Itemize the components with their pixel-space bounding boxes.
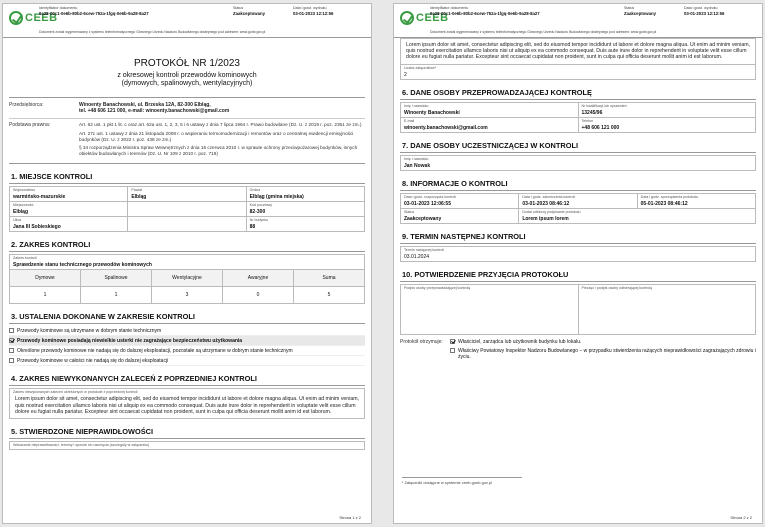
legal-basis: § 34 rozporządzenia Ministra Spraw Wewnętrznych z dnia 16 czerwca 2010 r. w sprawie ochrony przeciwpożarowej budynków, innych obiektów budowlanych i terenów (Dz. U. Nr 109 z 2010 r. poz. 719): [79, 145, 358, 156]
ceeb-logo: CEEB: [400, 11, 449, 25]
municipality: Elbląg (gmina miejska): [249, 194, 304, 201]
section-title: 8. INFORMACJE O KONTROLI: [400, 177, 756, 191]
section-next-inspection: 9. TERMIN NASTĘPNEJ KONTROLI Termin następnej kontroli 03.01.2024: [400, 230, 756, 262]
leaf-icon: [400, 11, 414, 25]
checkbox-icon: [9, 358, 14, 363]
page-number: Strona 1 z 2: [339, 515, 361, 520]
inspector-phone: +48 606 121 000: [581, 124, 620, 131]
section-title: 1. MIEJSCE KONTROLI: [9, 170, 365, 184]
finding-checkbox[interactable]: Przewody kominowe posiadają niewielkie usterki nie zagrażające bezpieczeństwu użytkowania: [9, 336, 365, 346]
finding-checkbox[interactable]: Określone przewody kominowe nie nadają się do dalszej eksploatacji, pozostałe są utrzymane w dobrym stanie technicznym: [9, 346, 365, 356]
voivodeship: warmińsko-mazurskie: [13, 194, 66, 201]
checkbox-icon: [9, 328, 14, 333]
section-place: 1. MIEJSCE KONTROLI Województwo warmińsko-mazurskie Powiat Elbląg Gmina Elbląg (gmina miejska) Miejscowość Elbląg Kod pocztowy 82-300 Ulica Jana III Sobieskiego Nr budynku 88: [9, 170, 365, 232]
section-confirmation: [400, 268, 756, 363]
doc-id-label: Identyfikator dokumentu: [39, 6, 78, 10]
legal-label: Podstawa prawna:: [9, 122, 51, 129]
finding-checkbox[interactable]: Przewody kominowe są utrzymane w dobrym stanie technicznym: [9, 326, 365, 336]
document-title: [3, 58, 371, 87]
section-participant: 7. DANE OSOBY UCZESTNICZĄCEJ W KONTROLI Imię i nazwisko Jan Nowak: [400, 139, 756, 171]
scope-value: Sprawdzenie stanu technicznego przewodów kominowych: [13, 262, 152, 269]
section-scope: 2. ZAKRES KONTROLI Zakres kontroli Sprawdzenie stanu technicznego przewodów kominowych Dymowe Spalinowe Wentylacyjne Awaryjne Suma 1 1 3 0 5: [9, 238, 365, 304]
inspector-signature-box[interactable]: Podpis osoby przeprowadzającej kontrolę: [401, 285, 579, 335]
checkbox-checked-icon: [9, 338, 14, 343]
next-inspection-date: 03.01.2024: [404, 253, 430, 260]
inspector-license: 13245/96: [581, 109, 603, 116]
print-date: 03-01-2023 12:12:56: [293, 11, 334, 17]
section-inspection-info: 8. INFORMACJE O KONTROLI Data i godz. rozpoczęcia kontroli 03-01-2023 12:06:55 Data i godz. zakończenia kontroli 03-01-2023 08:46:12 Data i godz. sporządzenia protokołu 05-01-2023 08:46:12 Status Zaakceptowany Dodał odbiorcy podpisanie protokołu Lorem ipsum lorem: [400, 177, 756, 224]
section-title: 9. TERMIN NASTĘPNEJ KONTROLI: [400, 230, 756, 244]
attachments-count: 2: [404, 71, 407, 78]
checkbox-icon: [450, 348, 455, 353]
header-note: Dokument zostal wygenerowany z systemu teleinformatycznego Glownego Urzedu Nadzoru Budowlanego dostepnego pod adresem: www.gunb.gov.pl: [39, 30, 266, 34]
section-title: 3. USTALENIA DOKONANE W ZAKRESIE KONTROLI: [9, 310, 365, 324]
end-datetime: 03-01-2023 08:46:12: [522, 200, 570, 207]
doc-id: 9a28-00c1-0e6b-80b2-6cew-752a-1fgq-0e6b-9a28-8a27: [39, 11, 149, 17]
recipient-inspector-checkbox[interactable]: Właściwy Powiatowy Inspektor Nadzoru Budowlanego – w przypadku stwierdzenia rażących nieprawidłowości zagrażających zdrowiu i życiu.: [450, 348, 756, 360]
client-value: Winoenty Banachowski, ul. Brzeska 12A, 82-300 Elbląg,: [79, 102, 211, 108]
section-irregularities-cont: Lorem ipsum dolor sit amet, consectetur adipiscing elit, sed do eiusmod tempor incididunt ut labore et dolore magna aliqua. Ut enim ad minim veniam, quis nostrud exercitation ullamco laboris nisi ut aliquip ex ea commodo consequat. Duis aute irure dolor in reprehenderit in voluptate velit esse cillum dolore eu fugiat nulla pariatur. Excepteur sint occaecat cupidatat non proident, sunt in culpa qui officia deserunt mollit anim id est laborum. Liczba załączników¹ 2: [400, 38, 756, 80]
recommendations-text: Lorem ipsum dolor sit amet, consectetur adipiscing elit, sed do eiusmod tempor incididunt ut labore et dolore magna aliqua. Ut enim ad minim veniam, quis nostrud exercitation ullamco laboris nisi ut aliquip ex ea commodo consequat. Duis aute irure dolor in reprehenderit in voluptate velit esse cillum dolore eu fugiat nulla pariatur. Excepteur sint occaecat cupidatat non proident, sunt in culpa qui officia deserunt mollit anim id est laborum.: [15, 396, 359, 415]
inspection-status: Zaakceptowany: [404, 215, 442, 222]
section-title: 7. DANE OSOBY UCZESTNICZĄCEJ W KONTROLI: [400, 139, 756, 153]
legal-basis: Art. 62 ust. 1 pkt 1 lit. c oraz art. 62a ust. 1, 2, 3, 5 i 6 ustawy z dnia 7 lipca 1994 r. Prawo budowlane (Dz. U. z 2019 r. poz. 2351 ze zm.): [79, 122, 362, 128]
signed-by: Lorem ipsum lorem: [522, 215, 569, 222]
footnote: ¹ Załączniki dostępne w systemie ceeb.gunb.gov.pl: [402, 477, 522, 485]
postal-code: 82-300: [249, 209, 266, 216]
client-contact: tel. +48 606 121 000, e-mail: winoenty.banachowski@gmail.com: [79, 108, 230, 115]
page-header: [3, 4, 371, 38]
recipient-owner-checkbox[interactable]: Właściciel, zarządca lub użytkownik budynku lub lokalu.: [450, 339, 756, 345]
section-title: 5. STWIERDZONE NIEPRAWIDŁOWOŚCI: [9, 425, 365, 439]
inspector-email: winoenty.banachowski@gmail.com: [404, 124, 488, 131]
print-date-label: Data i godz. wydruku: [293, 6, 327, 10]
section-findings: [9, 310, 365, 366]
participant-name: Jan Nowak: [404, 162, 431, 169]
finding-checkbox[interactable]: Przewody kominowe w całości nie nadają się do dalszej eksploatacji: [9, 356, 365, 366]
section-recommendations: 4. ZAKRES NIEWYKONANYCH ZALECEŃ Z POPRZEDNIEJ KONTROLI Zakres niewykonanych zaleceń określonych w protokole z poprzedniej kontroli Lorem ipsum dolor sit amet, consectetur adipiscing elit, sed do eiusmod tempor incididunt ut labore et dolore magna aliqua. Ut enim ad minim veniam, quis nostrud exercitation ullamco laboris nisi ut aliquip ex ea commodo consequat. Duis aute irure dolor in reprehenderit in voluptate velit esse cillum dolore eu fugiat nulla pariatur. Excepteur sint occaecat cupidatat non proident, sunt in culpa qui officia deserunt mollit anim id est laborum.: [9, 372, 365, 419]
document-page-2: [393, 3, 763, 524]
checkbox-icon: [9, 348, 14, 353]
section-title: 6. DANE OSOBY PRZEPROWADZAJĄCEJ KONTROLĘ: [400, 86, 756, 100]
section-irregularities: 5. STWIERDZONE NIEPRAWIDŁOWOŚCI Wskazanie nieprawidłowości, terminy i sposób ich usunięcia (szczegóły w załączniku): [9, 425, 365, 450]
title-sub: z okresowej kontroli przewodów kominowych: [117, 72, 257, 79]
report-datetime: 05-01-2023 08:46:12: [640, 200, 688, 207]
client-info: [9, 97, 365, 164]
city: Elbląg: [13, 209, 29, 216]
status-value: Zaakceptowany: [233, 11, 266, 17]
recipient-signature-box[interactable]: Pieczęć i podpis osoby odbierającej kontrolę: [579, 285, 757, 335]
ceeb-logo: CEEB: [9, 11, 58, 25]
section-title: 2. ZAKRES KONTROLI: [9, 238, 365, 252]
flue-counts-header: Dymowe Spalinowe Wentylacyjne Awaryjne Suma: [9, 270, 365, 287]
status-label: Status: [233, 6, 244, 10]
client-label: Przedsiębiorca:: [9, 102, 44, 108]
county: Elbląg: [131, 194, 147, 201]
page-number: Strona 2 z 2: [730, 515, 752, 520]
document-page-1: [2, 3, 372, 524]
section-inspector: 6. DANE OSOBY PRZEPROWADZAJĄCEJ KONTROLĘ Imię i nazwisko Winoenty Banachowski Nr kwalifikacji lub uprawnień 13245/96 E-mail winoenty.banachowski@gmail.com Telefon +48 606 121 000: [400, 86, 756, 133]
irregularities-text: Lorem ipsum dolor sit amet, consectetur adipiscing elit, sed do eiusmod tempor incididunt ut labore et dolore magna aliqua. Ut enim ad minim veniam, quis nostrud exercitation ullamco laboris nisi ut aliquip ex ea commodo consequat. Duis aute irure dolor in reprehenderit in voluptate velit esse cillum dolore eu fugiat nulla pariatur. Excepteur sint occaecat cupidatat non proident, sunt in culpa qui officia deserunt mollit anim id est laborum.: [406, 42, 750, 61]
title-sub2: (dymowych, spalinowych, wentylacyjnych): [121, 80, 253, 87]
flue-counts: 1 1 3 0 5: [9, 287, 365, 304]
legal-basis: Art. 27c ust. 1 ustawy z dnia 21 listopada 2008 r. o wspieraniu termomodernizacji i remontów oraz o centralnej ewidencji emisyjności budynków (Dz. U. z 2022 r. poz. 438 ze zm.): [79, 131, 354, 142]
section-title: 4. ZAKRES NIEWYKONANYCH ZALECEŃ Z POPRZEDNIEJ KONTROLI: [9, 372, 365, 386]
section-title: 10. POTWIERDZENIE PRZYJĘCIA PROTOKOŁU: [400, 268, 756, 282]
page-header: CEEB Identyfikator dokumentu 9a28-00c1-0e6b-80b2-6cew-752a-1fgq-0e6b-9a28-8a27 Status Zaakceptowany Data i godz. wydruku 03-01-2023 12:12:56 Dokument zostal wygenerowany z systemu teleinformatycznego Glownego Urzedu Nadzoru Budowlanego dostepnego pod adresem: www.gunb.gov.pl: [394, 4, 762, 38]
street: Jana III Sobieskiego: [13, 224, 61, 231]
protocol-recipients: Protokół otrzymuje: Właściciel, zarządca lub użytkownik budynku lub lokalu. Właściwy Powiatowy Inspektor Nadzoru Budowlanego – w przypadku stwierdzenia rażących nieprawidłowości zagrażających zdrowiu i życiu.: [400, 338, 756, 360]
checkbox-checked-icon: [450, 339, 455, 344]
leaf-icon: [9, 11, 23, 25]
building-number: 88: [249, 224, 256, 231]
title-main: PROTOKÓŁ NR 1/2023: [134, 58, 240, 69]
start-datetime: 03-01-2023 12:06:55: [404, 200, 451, 207]
inspector-name: Winoenty Banachowski: [404, 109, 460, 116]
